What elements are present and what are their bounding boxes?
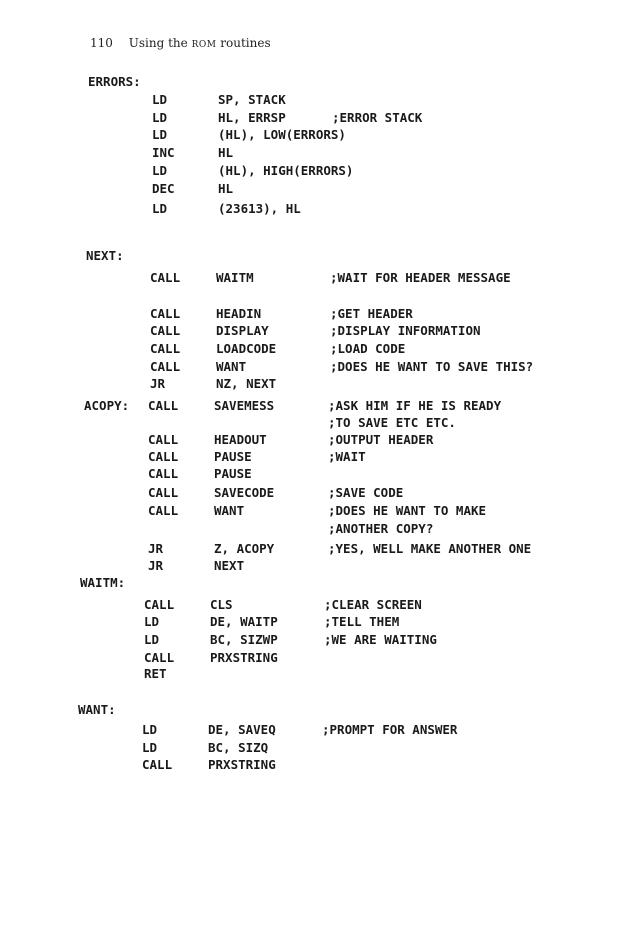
- code-label: WAITM:: [80, 575, 126, 590]
- code-opcode: LD: [142, 722, 158, 737]
- code-operand: WAITM: [216, 270, 254, 285]
- code-operand: LOADCODE: [216, 341, 277, 356]
- code-comment: ;TO SAVE ETC ETC.: [328, 415, 456, 430]
- code-opcode: INC: [152, 145, 175, 160]
- code-operand: HL: [218, 145, 234, 160]
- code-comment: ;CLEAR SCREEN: [324, 597, 422, 612]
- code-operand: PAUSE: [214, 449, 252, 464]
- code-opcode: CALL: [150, 306, 181, 321]
- code-comment: ;WE ARE WAITING: [324, 632, 437, 647]
- code-opcode: LD: [144, 614, 160, 629]
- code-opcode: CALL: [148, 449, 179, 464]
- code-comment: ;OUTPUT HEADER: [328, 432, 434, 447]
- code-operand: PRXSTRING: [208, 757, 276, 772]
- code-comment: ;TELL THEM: [324, 614, 400, 629]
- code-operand: DE, WAITP: [210, 614, 278, 629]
- code-opcode: CALL: [148, 503, 179, 518]
- code-comment: ;ASK HIM IF HE IS READY: [328, 398, 502, 413]
- code-operand: NEXT: [214, 558, 245, 573]
- code-opcode: CALL: [148, 398, 179, 413]
- code-operand: Z, ACOPY: [214, 541, 275, 556]
- code-operand: DE, SAVEQ: [208, 722, 276, 737]
- code-comment: ;GET HEADER: [330, 306, 413, 321]
- code-opcode: CALL: [150, 323, 181, 338]
- code-operand: HEADOUT: [214, 432, 267, 447]
- code-operand: DISPLAY: [216, 323, 269, 338]
- code-comment: ;DISPLAY INFORMATION: [330, 323, 481, 338]
- code-opcode: CALL: [148, 466, 179, 481]
- code-comment: ;DOES HE WANT TO SAVE THIS?: [330, 359, 534, 374]
- code-opcode: LD: [152, 92, 168, 107]
- code-opcode: CALL: [150, 359, 181, 374]
- code-operand: SAVECODE: [214, 485, 275, 500]
- running-head-pre: Using the: [128, 36, 188, 50]
- code-comment: ;ANOTHER COPY?: [328, 521, 434, 536]
- code-operand: BC, SIZQ: [208, 740, 269, 755]
- code-operand: WANT: [214, 503, 245, 518]
- code-operand: HL: [218, 181, 234, 196]
- code-comment: ;WAIT FOR HEADER MESSAGE: [330, 270, 511, 285]
- page-number: 110: [90, 36, 113, 50]
- code-operand: WANT: [216, 359, 247, 374]
- code-opcode: LD: [152, 201, 168, 216]
- code-operand: SP, STACK: [218, 92, 286, 107]
- code-opcode: CALL: [144, 597, 175, 612]
- code-comment: ;DOES HE WANT TO MAKE: [328, 503, 487, 518]
- code-opcode: DEC: [152, 181, 175, 196]
- running-head-smallcaps: ROM: [191, 40, 217, 50]
- code-opcode: LD: [152, 127, 168, 142]
- code-label: ACOPY:: [84, 398, 130, 413]
- code-comment: ;WAIT: [328, 449, 366, 464]
- code-opcode: LD: [144, 632, 160, 647]
- code-operand: NZ, NEXT: [216, 376, 277, 391]
- code-operand: HEADIN: [216, 306, 262, 321]
- code-opcode: CALL: [142, 757, 173, 772]
- code-operand: (HL), LOW(ERRORS): [218, 127, 346, 142]
- code-opcode: CALL: [150, 270, 181, 285]
- code-operand: (HL), HIGH(ERRORS): [218, 163, 354, 178]
- code-comment: ;SAVE CODE: [328, 485, 404, 500]
- code-opcode: CALL: [148, 432, 179, 447]
- code-operand: (23613), HL: [218, 201, 301, 216]
- code-label: NEXT:: [86, 248, 124, 263]
- code-opcode: CALL: [148, 485, 179, 500]
- code-opcode: RET: [144, 666, 167, 681]
- code-label: ERRORS:: [88, 74, 141, 89]
- code-label: WANT:: [78, 702, 116, 717]
- code-opcode: LD: [142, 740, 158, 755]
- code-opcode: LD: [152, 110, 168, 125]
- code-comment: ;ERROR STACK: [332, 110, 423, 125]
- code-operand: CLS: [210, 597, 233, 612]
- code-opcode: JR: [148, 558, 164, 573]
- code-opcode: LD: [152, 163, 168, 178]
- code-operand: PRXSTRING: [210, 650, 278, 665]
- running-head-post: routines: [220, 36, 271, 50]
- code-operand: SAVEMESS: [214, 398, 275, 413]
- code-opcode: JR: [150, 376, 166, 391]
- code-comment: ;YES, WELL MAKE ANOTHER ONE: [328, 541, 532, 556]
- code-opcode: JR: [148, 541, 164, 556]
- code-operand: PAUSE: [214, 466, 252, 481]
- code-opcode: CALL: [150, 341, 181, 356]
- code-operand: BC, SIZWP: [210, 632, 278, 647]
- code-operand: HL, ERRSP: [218, 110, 286, 125]
- code-comment: ;LOAD CODE: [330, 341, 406, 356]
- code-comment: ;PROMPT FOR ANSWER: [322, 722, 458, 737]
- code-opcode: CALL: [144, 650, 175, 665]
